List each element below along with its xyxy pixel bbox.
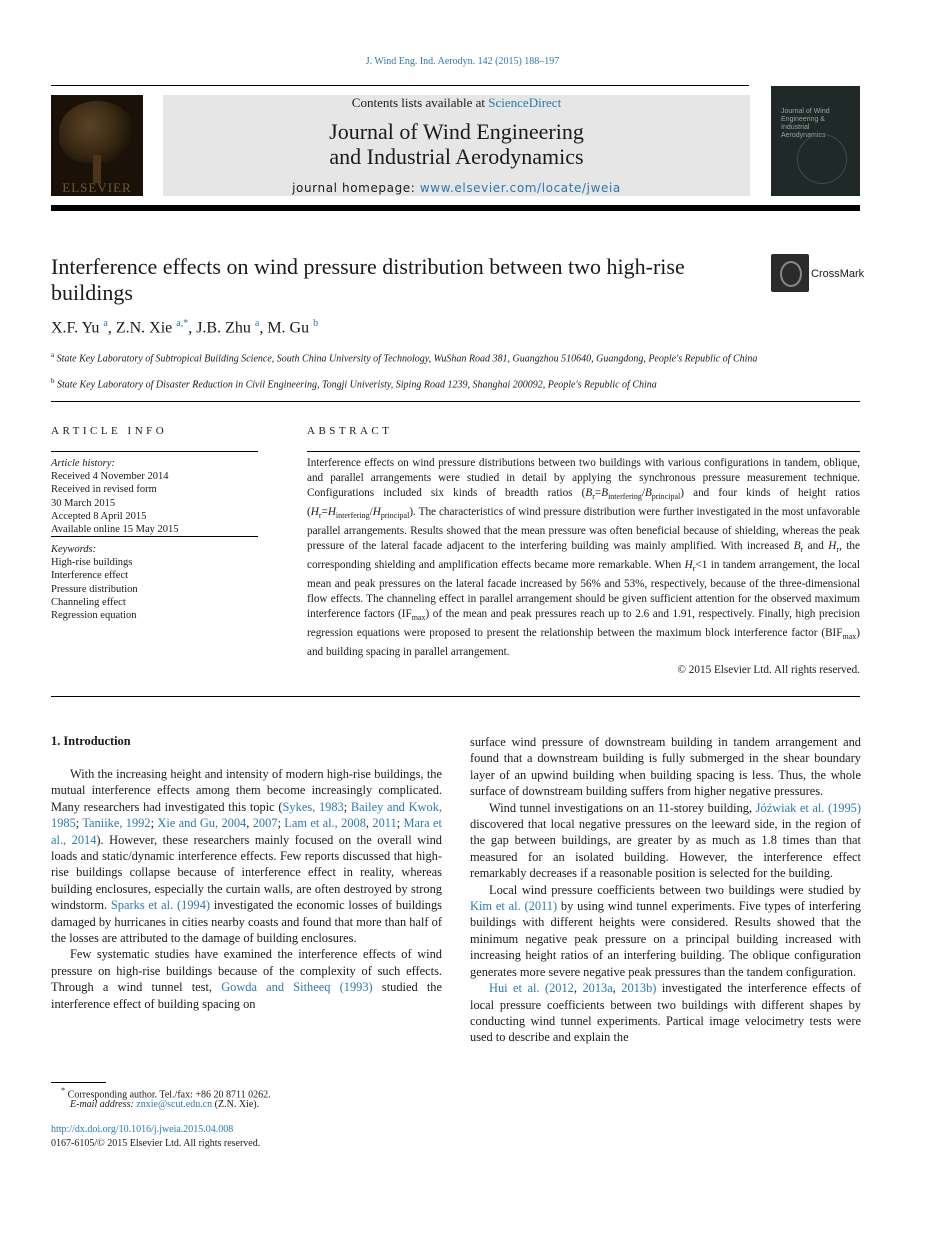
issn-line: 0167-6105/© 2015 Elsevier Ltd. All rights reserved. (51, 1137, 261, 1149)
header-thick-rule (51, 205, 860, 211)
paragraph: Few systematic studies have examined the interference effects of wind pressure on high-rise buildings because of the complexity of such effects. Through a wind tunnel test, Gowda and Sitheeq (1993) studied the interference effect of building spacing on (51, 947, 442, 1011)
citation-link[interactable]: Gowda and Sitheeq (1993) (221, 980, 373, 995)
sciencedirect-link[interactable]: ScienceDirect (488, 95, 562, 110)
crossmark-icon[interactable] (771, 254, 809, 292)
citation-link[interactable]: 2007 (252, 816, 278, 831)
doi-link[interactable]: http://dx.doi.org/10.1016/j.jweia.2015.04.008 (51, 1124, 234, 1135)
section-heading: 1. Introduction (51, 734, 131, 748)
title-rule (51, 401, 860, 402)
author-name[interactable]: J.B. Zhu (196, 319, 251, 337)
homepage-link[interactable]: www.elsevier.com/locate/jweia (419, 181, 621, 195)
cover-title: Journal of Wind Engineering & Industrial Aerodynamics (781, 108, 830, 139)
email-footnote: E-mail address: znxie@scut.edu.cn (Z.N. Xie). (70, 1099, 260, 1110)
citation-link[interactable]: Lam et al., 2008 (284, 816, 366, 831)
author-name[interactable]: Z.N. Xie (115, 319, 173, 337)
doi-block (51, 1123, 260, 1150)
paragraph: Local wind pressure coefficients between two buildings were studied by Kim et al. (2011) by using wind tunnel experiments. Five types of interfering buildings with different heights were considered. Results showed that the minimum negative peak pressure on a principal building increased with increasing height ratios of an interfering building. The oblique configuration generates more severe negative peak pressures than the tandem configuration. (470, 882, 861, 979)
citation-link[interactable]: Mara et al., 2014 (51, 816, 442, 847)
keyword: Channeling effect (51, 596, 126, 608)
history-item: Received in revised form (51, 484, 157, 496)
elsevier-wordmark: ELSEVIER (62, 180, 132, 195)
journal-cover-thumbnail[interactable] (771, 86, 860, 196)
author-name[interactable]: X.F. Yu (51, 319, 100, 337)
journal-title: Journal of Wind Engineering and Industrial Aerodynamics (329, 119, 584, 169)
crossmark-label[interactable]: CrossMark (811, 268, 865, 280)
right-column (470, 734, 861, 1046)
paragraph: Hui et al. (2012, 2013a, 2013b) investigated the interference effects of local pressure coefficients between two buildings with different shapes by conducting wind tunnel experiments. Partical image velocimetry tests were used to describe and explain the (470, 981, 861, 1045)
keyword: Interference effect (51, 570, 129, 582)
citation-link[interactable]: 2013a (582, 981, 613, 996)
citation-link[interactable]: 2011 (372, 816, 397, 831)
paragraph: Wind tunnel investigations on an 11-storey building, Jóźwiak et al. (1995) discovered that local negative pressures on the leeward side, in the region of the gap between buildings, are greater by as much as 1.8 times than that measured for an isolated building. However, the interference effect remarkably decreases if a reasonable position is selected for the building. (470, 800, 862, 881)
citation-link[interactable]: Xie and Gu, 2004 (157, 816, 247, 831)
abstract-text: Interference effects on wind pressure distributions between two buildings with various configurations in tandem, oblique, and parallel arrangements were studied in detail by applying the synchronous pressure measurement technique. Configurations included six kinds of breadth ratios $(B_r=B_{interfering}/B_{principal})$ and four kinds of height ratios $(H_r=H_{interfering}/H_{principal})$. The characteristics of wind pressure distribution were further investigated in the most unfavorable parallel arrangements. Results showed that the mean pressure was often beneficial because of shielding, whereas the peak pressure of the lateral facade adjacent to the interfering building was mainly amplified. With increased $B_r$ and $H_r$, the corresponding shielding and amplification effects became more remarkable. When $H_r<1$ in tandem arrangement, the local mean and peak pressures on the lateral facade increased by 56% and 53%, respectively, because of the three-dimensional flow effects. The channeling effect in parallel arrangement should be given sufficient attention for the observed maximum interference factors $(IF_{max})$ of the mean and peak pressures reach up to 2.6 and 1.91, respectively. Finally, high precision regression equations were proposed to present the relationship between the maximum block interference factor $(BIF_{max})$ and building spacing in parallel arrangement. (307, 457, 860, 659)
citation-link[interactable]: Jóźwiak et al. (1995) (755, 800, 862, 815)
citation-link[interactable]: Bailey and Kwok, 1985 (51, 799, 442, 831)
keyword: Pressure distribution (51, 583, 138, 595)
corresponding-footnote: * Corresponding author. Tel./fax: +86 20 8711 0262. (61, 1086, 271, 1101)
header-rule (51, 85, 749, 86)
keyword: Regression equation (51, 610, 137, 622)
history-item: Available online 15 May 2015 (51, 524, 179, 536)
affiliation-b: $^b$ State Key Laboratory of Disaster Reduction in Civil Engineering, Tongji Univeristy, Siping Road 1239, Shanghai 200092, People's Republic of China (51, 377, 657, 391)
abstract-copyright: © 2015 Elsevier Ltd. All rights reserved. (677, 664, 860, 676)
citation-link[interactable]: Kim et al. (2011) (470, 899, 558, 914)
history-item: Received 4 November 2014 (51, 471, 169, 483)
author-name[interactable]: M. Gu (267, 319, 310, 337)
journal-citation[interactable]: J. Wind Eng. Ind. Aerodyn. 142 (2015) 188–197 (365, 56, 560, 67)
article-history: Article history: Received 4 November 2014 Received in revised form 30 March 2015 Accepted 8 April 2015 Available online 15 May 2015 (51, 457, 261, 536)
article-info-heading: ARTICLE INFO (51, 425, 168, 437)
citation-link[interactable]: Taniike, 1992 (82, 816, 151, 831)
history-item: Accepted 8 April 2015 (51, 510, 147, 522)
tree-icon (59, 101, 135, 163)
paragraph: surface wind pressure of downstream building in tandem arrangement and found that a downstream building is fully submerged in the shear boundary layer of an upwind building when building spacing is less. Thus, the whole surface of downstream building suffers from higher negative pressures. (470, 735, 861, 799)
article-title: Interference effects on wind pressure distribution between two high-rise buildings (51, 254, 685, 305)
citation-link[interactable]: 2013b) (621, 981, 657, 996)
citation-link[interactable]: Hui et al. (2012 (489, 981, 574, 996)
left-column (51, 766, 442, 1012)
contents-line: Contents lists available at ScienceDirect (351, 95, 562, 110)
abstract-heading: ABSTRACT (307, 425, 393, 437)
citation-link[interactable]: Sparks et al. (1994) (110, 898, 211, 913)
paragraph: With the increasing height and intensity of modern high-rise buildings, the mutual interference effects among them become increasingly complicated. Many researchers had investigated this topic (Sykes, 1983; Bailey and Kwok, 1985; Taniike, 1992; Xie and Gu, 2004, 2007; Lam et al., 2008, 2011; Mara et al., 2014). However, these researchers mainly focused on the overall wind loads and static/dynamic interference effects. Few reports discussed that high-rise buildings collapse because of interference effect in reality, whereas building enclosures, especially the curtain walls, are often destroyed by strong windstorm. Sparks et al. (1994) investigated the economic losses of buildings damaged by hurricanes in cities nearby coasts and found that more than half of the losses are attributed to the damage of building enclosures. (51, 767, 443, 946)
elsevier-logo[interactable] (51, 95, 143, 196)
citation-link[interactable]: Sykes, 1983 (282, 799, 344, 814)
keyword: High-rise buildings (51, 557, 133, 569)
author-list: X.F. Yu $^a$, Z.N. Xie $^{a,*}$, J.B. Zhu $^a$, M. Gu $^b$ (51, 318, 319, 337)
history-item: 30 March 2015 (51, 497, 116, 509)
email-link[interactable]: znxie@scut.edu.cn (136, 1099, 213, 1110)
affiliation-a: $^a$ State Key Laboratory of Subtropical Building Science, South China University of Technology, WuShan Road 381, Guangzhou 510640, Guangdong, People's Republic of China (51, 351, 758, 365)
keywords: Keywords: High-rise buildings Interference effect Pressure distribution Channeling effect Regression equation (51, 543, 261, 622)
journal-homepage: journal homepage: www.elsevier.com/locate/jweia (292, 181, 621, 195)
